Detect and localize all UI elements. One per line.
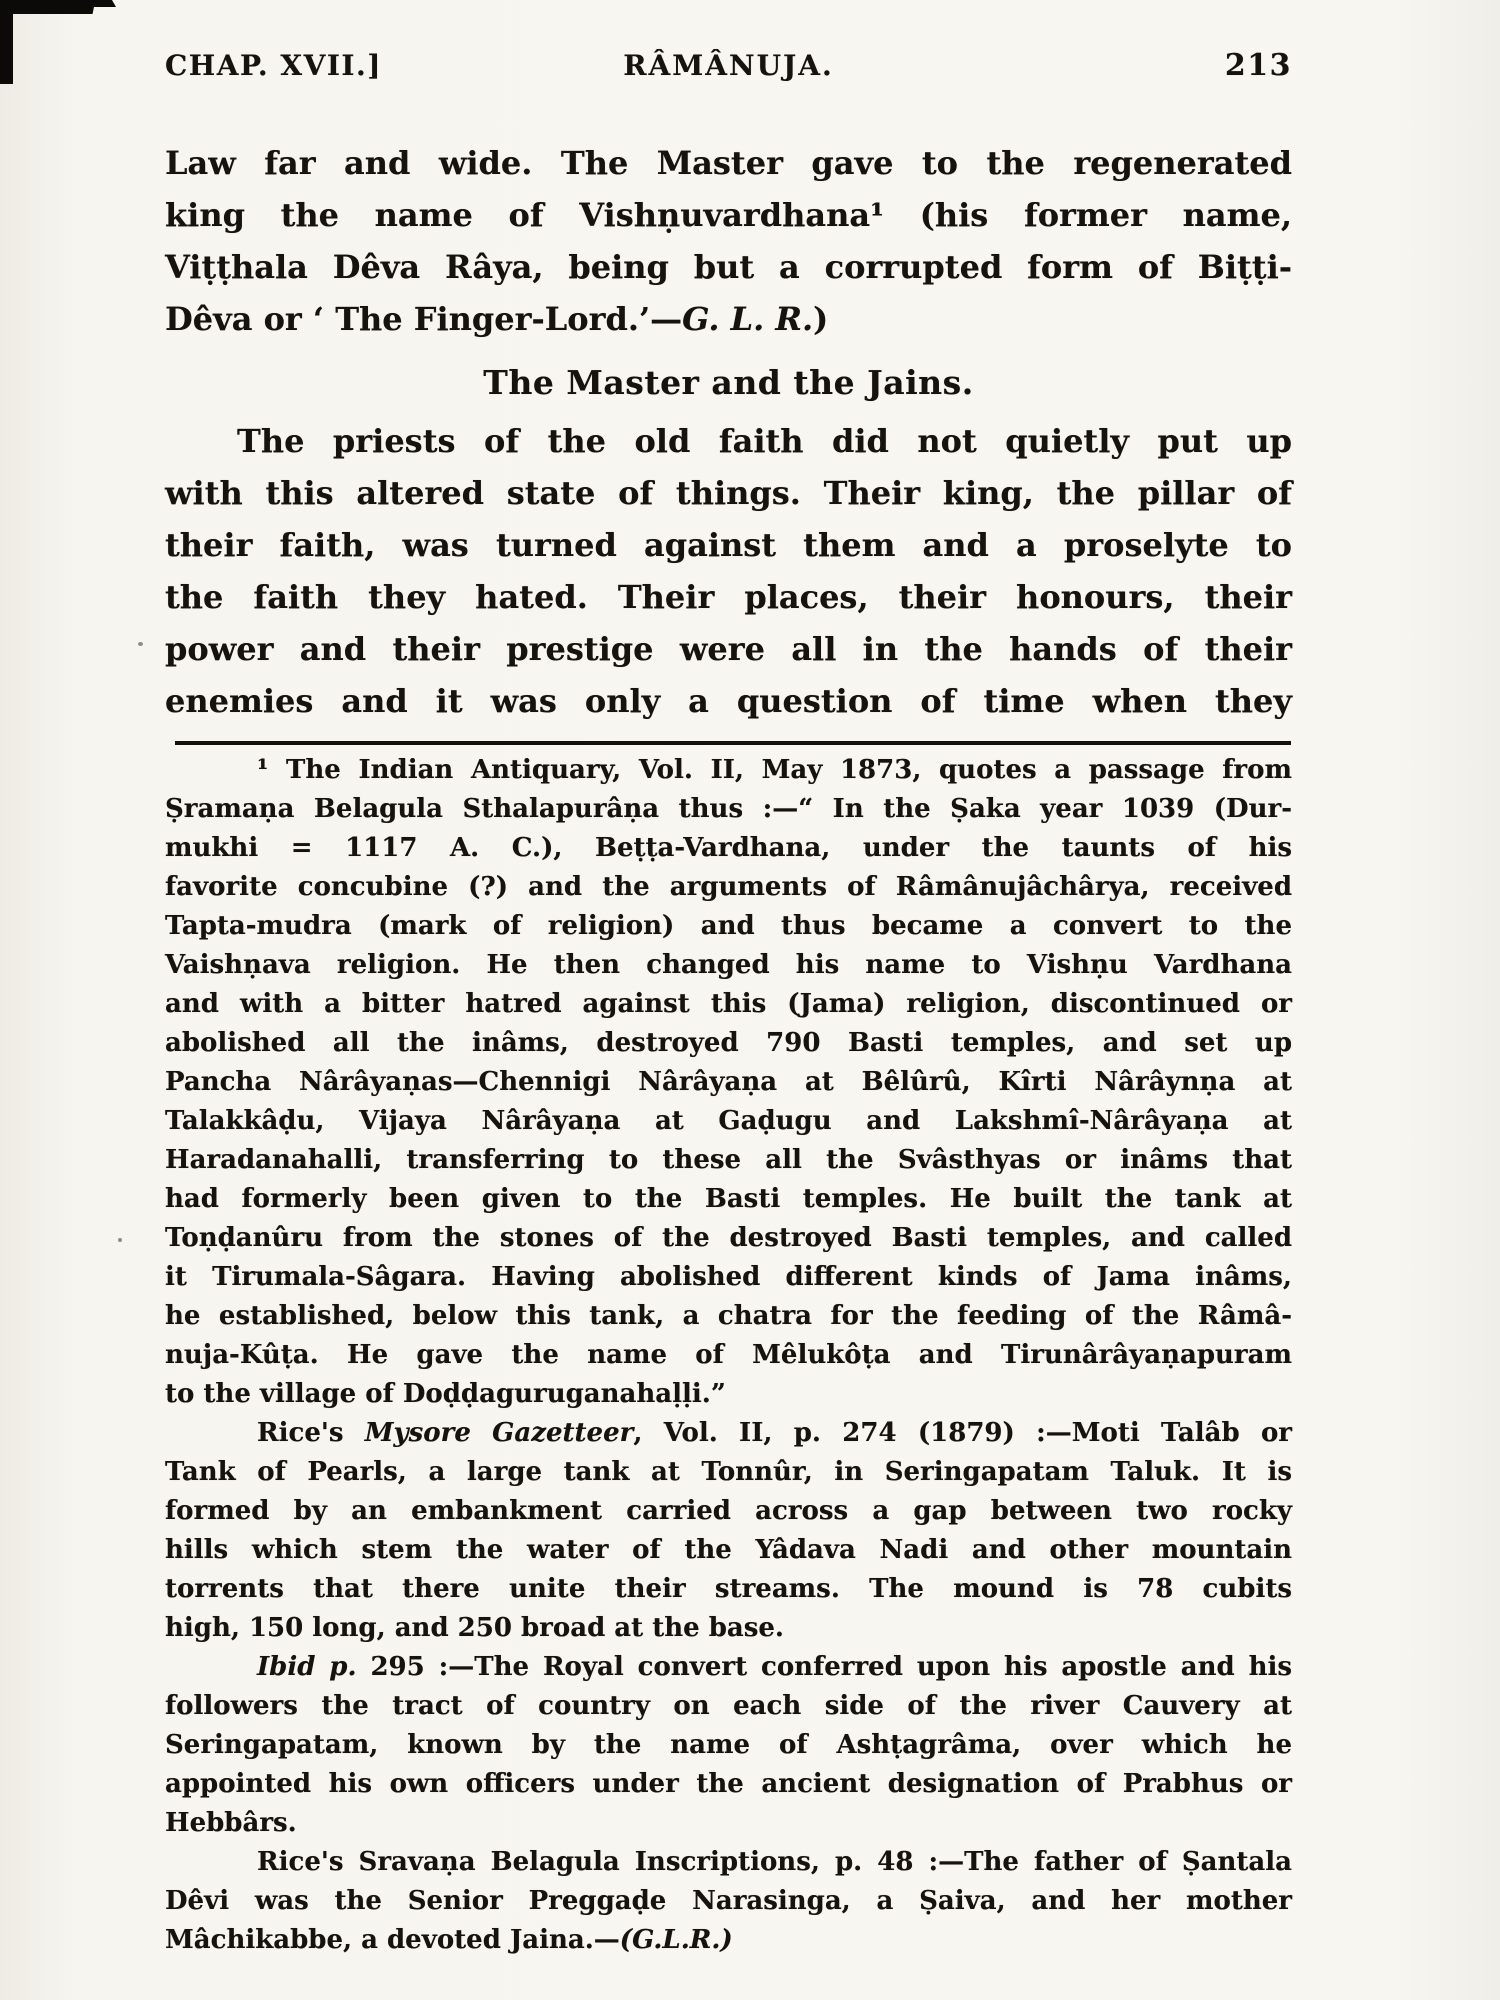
text-line: formed by an embankment carried across a gap between two rocky [165,1496,1292,1526]
paragraph-master-and-jains [165,415,1292,727]
text-line: appointed his own officers under the ancient designation of Prabhus or [165,1769,1292,1799]
text-line: Ibid p. 295 :—The Royal convert conferred upon his apostle and his [257,1652,1292,1682]
emphasized-text: G. L. R. [682,300,814,338]
text-line: high, 150 long, and 250 broad at the base. [165,1613,784,1643]
text-line: hills which stem the water of the Yâdava Nadi and other mountain [165,1535,1292,1565]
text-line: Ṣramaṇa Belagula Sthalapurâṇa thus :—“ In the Ṣaka year 1039 (Dur- [165,794,1292,824]
text-line: with this altered state of things. Their king, the pillar of [165,474,1292,512]
text-line: the faith they hated. Their places, their honours, their [165,578,1292,616]
text-line: Toṇḍanûru from the stones of the destroyed Basti temples, and called [165,1223,1292,1253]
footnote-separator-rule [175,741,1291,745]
text-line: The priests of the old faith did not quietly put up [237,422,1292,460]
text-line: Viṭṭhala Dêva Râya, being but a corrupted form of Biṭṭi- [165,248,1292,286]
text-line: king the name of Vishṇuvardhana¹ (his former name, [165,196,1292,234]
text-line: it Tirumala-Sâgara. Having abolished different kinds of Jama inâms, [165,1262,1292,1292]
text-line: their faith, was turned against them and a proselyte to [165,526,1292,564]
text-line: Rice's Mysore Gazetteer, Vol. II, p. 274 (1879) :—Moti Talâb or [257,1418,1292,1448]
page-header [165,48,1292,83]
text-line: power and their prestige were all in the hands of their [165,630,1292,668]
page-number: 213 [1224,48,1293,83]
paragraph-continuation [165,137,1292,345]
text-line: and with a bitter hatred against this (Jama) religion, discontinued or [165,989,1292,1019]
footnote-gazetteer [165,1414,1292,1648]
text-line: had formerly been given to the Basti temples. He built the tank at [165,1184,1292,1214]
section-heading: The Master and the Jains. [483,363,974,402]
text-line: Dêvi was the Senior Preggaḍe Narasinga, a Ṣaiva, and her mother [165,1886,1292,1916]
text-line: nuja-Kûṭa. He gave the name of Mêlukôṭa and Tirunârâyaṇapuram [165,1340,1292,1370]
text-line: to the village of Doḍḍaguruganahaḷḷi.” [165,1379,726,1409]
footnote-1 [165,751,1292,1414]
text-line: Seringapatam, known by the name of Ashṭagrâma, over which he [165,1730,1292,1760]
text-line: Tapta-mudra (mark of religion) and thus became a convert to the [165,911,1292,941]
footnote-inscriptions [165,1843,1292,1960]
text-line: Dêva or ‘ The Finger-Lord.’—G. L. R.) [165,300,829,338]
text-line: Tank of Pearls, a large tank at Tonnûr, in Seringapatam Taluk. It is [165,1457,1292,1487]
running-title: RÂMÂNUJA. [623,49,834,82]
text-line: torrents that there unite their streams. The mound is 78 cubits [165,1574,1292,1604]
text-line: followers the tract of country on each side of the river Cauvery at [165,1691,1292,1721]
text-line: Haradanahalli, transferring to these all the Svâsthyas or inâms that [165,1145,1292,1175]
emphasized-text: Mysore Gazetteer [364,1418,634,1448]
text-line: Talakkâḍu, Vijaya Nârâyaṇa at Gaḍugu and Lakshmî-Nârâyaṇa at [165,1106,1292,1136]
text-line: abolished all the inâms, destroyed 790 Basti temples, and set up [165,1028,1292,1058]
emphasized-text: Ibid p. [257,1652,357,1682]
text-line: Hebbârs. [165,1808,297,1838]
emphasized-text: (G.L.R.) [619,1925,733,1955]
text-line: Rice's Sravaṇa Belagula Inscriptions, p. 48 :—The father of Ṣantala [257,1847,1292,1877]
chapter-label: CHAP. XVII.] [165,49,383,82]
text-line: Vaishṇava religion. He then changed his name to Vishṇu Vardhana [165,950,1292,980]
text-line: Mâchikabbe, a devoted Jaina.—(G.L.R.) [165,1925,733,1955]
text-line: he established, below this tank, a chatra for the feeding of the Râmâ- [165,1301,1292,1331]
text-line: Pancha Nârâyaṇas—Chennigi Nârâyaṇa at Bêlûrû, Kîrti Nârâynṇa at [165,1067,1292,1097]
text-line: mukhi = 1117 A. C.), Beṭṭa-Vardhana, under the taunts of his [165,833,1292,863]
footnote-ibid [165,1648,1292,1843]
footnotes-section [165,751,1292,1960]
text-line: enemies and it was only a question of time when they [165,682,1292,720]
text-line: ¹ The Indian Antiquary, Vol. II, May 1873, quotes a passage from [257,755,1292,785]
text-line: favorite concubine (?) and the arguments of Râmânujâchârya, received [165,872,1292,902]
text-line: Law far and wide. The Master gave to the regenerated [165,144,1292,182]
